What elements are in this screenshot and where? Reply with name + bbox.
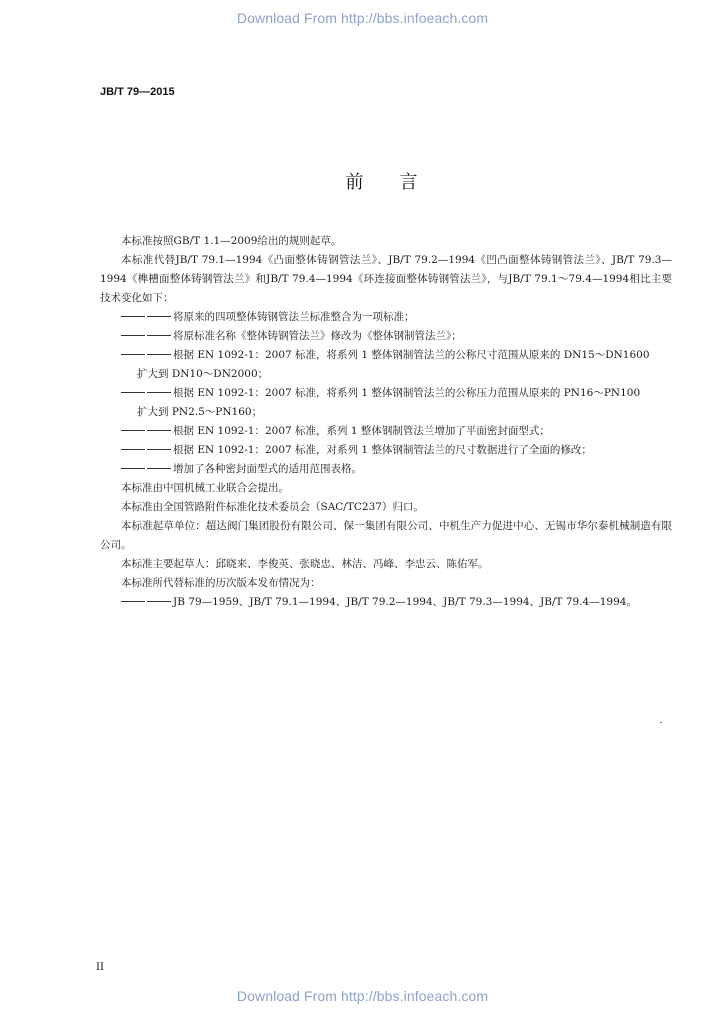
paragraph-proposer: 本标准由中国机械工业联合会提出。	[121, 482, 289, 494]
scan-speck	[660, 722, 662, 723]
page-number: II	[96, 962, 104, 973]
list-item: 根据 EN 1092-1：2007 标准，将系列 1 整体钢制管法兰的公称尺寸范围从原来的 DN15～DN1600 扩大到 DN10～DN2000；	[100, 346, 672, 384]
paragraph-replacement: 本标准代替JB/T 79.1—1994《凸面整体铸钢管法兰》、JB/T 79.2—1994《凹凸面整体铸钢管法兰》、JB/T 79.3—1994《榫槽面整体铸钢管法兰》和JB/T 79.4—1994《环连接面整体铸钢管法兰》，与JB/T 79.1～79.4—1994相比主要技术变化如下：	[100, 254, 672, 304]
history-list-item: JB 79—1959、JB/T 79.1—1994、JB/T 79.2—1994、JB/T 79.3—1994、JB/T 79.4—1994。	[100, 593, 672, 612]
paragraph-drafting-rule: 本标准按照GB/T 1.1—2009给出的规则起草。	[121, 235, 342, 247]
paragraph-history-intro: 本标准所代替标准的历次版本发布情况为：	[121, 577, 321, 589]
changes-list	[100, 308, 672, 479]
watermark-bottom: Download From http://bbs.infoeach.com	[236, 988, 489, 1004]
list-item: 将原标准名称《整体铸钢管法兰》修改为《整体钢制管法兰》；	[100, 327, 672, 346]
watermark-top: Download From http://bbs.infoeach.com	[236, 10, 489, 26]
list-item: 根据 EN 1092-1：2007 标准，对系列 1 整体钢制管法兰的尺寸数据进行了全面的修改；	[100, 441, 672, 460]
list-item: 增加了各种密封面型式的适用范围表格。	[100, 460, 672, 479]
list-item: 根据 EN 1092-1：2007 标准，将系列 1 整体钢制管法兰的公称压力范围从原来的 PN16～PN100 扩大到 PN2.5～PN160；	[100, 384, 672, 422]
page-title	[0, 168, 725, 194]
paragraph-drafters: 本标准主要起草人：邱晓来、李俊英、张晓忠、林洁、冯峰、李忠云、陈佑军。	[121, 558, 489, 570]
title-char-1: 前	[345, 172, 366, 193]
title-char-2: 言	[399, 172, 420, 193]
paragraph-drafting-units: 本标准起草单位：超达阀门集团股份有限公司、保一集团有限公司、中机生产力促进中心、无锡市华尔泰机械制造有限公司。	[100, 520, 672, 551]
list-item: 将原来的四项整体铸钢管法兰标准整合为一项标准；	[100, 308, 672, 327]
list-item: 根据 EN 1092-1：2007 标准，系列 1 整体钢制管法兰增加了平面密封面型式；	[100, 422, 672, 441]
paragraph-committee: 本标准由全国管路附件标准化技术委员会（SAC/TC237）归口。	[121, 501, 424, 513]
foreword-body	[100, 232, 672, 612]
document-code: JB/T 79—2015	[100, 86, 175, 98]
